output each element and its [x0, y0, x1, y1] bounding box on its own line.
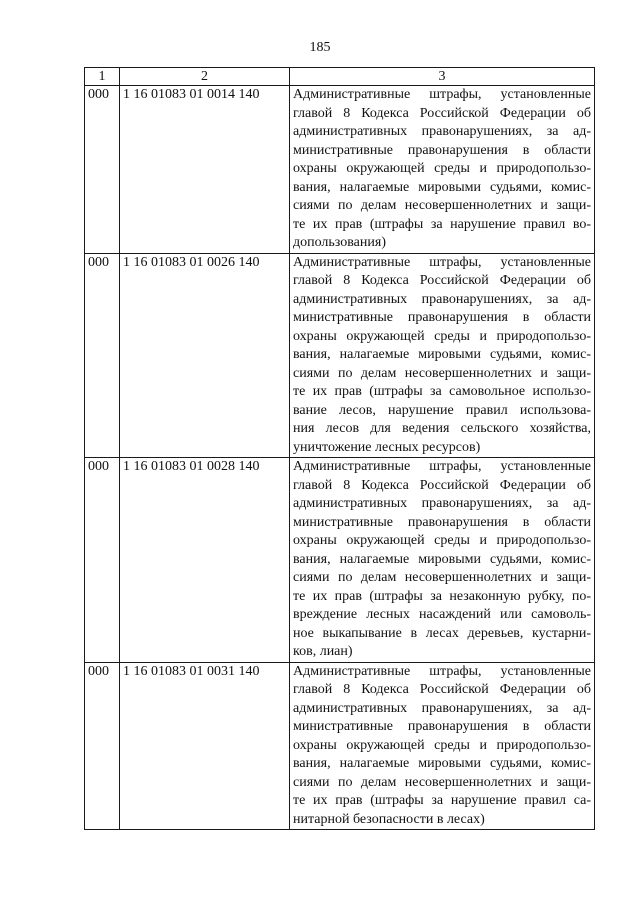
column-header-3: 3: [290, 68, 595, 86]
description-cell: [290, 253, 595, 458]
description-line: главой 8 Кодекса Российской Федерации об: [293, 273, 591, 288]
table-row: [85, 253, 595, 458]
description-line: охраны окружающей среды и природопользо-: [293, 533, 591, 548]
description-line: вание лесов, нарушение правил использова-: [293, 402, 591, 418]
column-header-2: 2: [120, 68, 290, 86]
table-row: [85, 86, 595, 254]
admin-code-cell: 000: [85, 253, 120, 458]
description-line: министративные правонарушения в области: [293, 310, 591, 325]
admin-code-cell: 000: [85, 86, 120, 254]
description-line: Административные штрафы, установленные: [293, 663, 591, 679]
description-line: ния лесов для ведения сельского хозяйства,: [293, 421, 591, 436]
description-line: охраны окружающей среды и природопользо-: [293, 328, 591, 344]
description-line: сиями по делам несовершеннолетних и защи-: [293, 198, 591, 213]
description-line: Административные штрафы, установленные: [293, 254, 591, 270]
description-line: те их прав (штрафы за незаконную рубку, по-: [293, 588, 591, 604]
description-line: вания, налагаемые мировыми судьями, комис-: [293, 347, 591, 362]
description-line: нитарной безопасности в лесах): [293, 811, 485, 827]
description-line: главой 8 Кодекса Российской Федерации об: [293, 682, 591, 697]
description-line: те их прав (штрафы за самовольное использо-: [293, 384, 591, 399]
column-header-1: 1: [85, 68, 120, 86]
admin-code-cell: 000: [85, 458, 120, 663]
description-line: Административные штрафы, установленные: [293, 87, 591, 102]
budget-code-table: [84, 67, 595, 830]
admin-code-cell: 000: [85, 662, 120, 830]
description-line: вания, налагаемые мировыми судьями, комис-: [293, 756, 591, 771]
description-line: Административные штрафы, установленные: [293, 459, 591, 474]
description-cell: [290, 458, 595, 663]
table-header-row: [85, 68, 595, 86]
table-body: [85, 86, 595, 830]
description-line: административных правонарушениях, за ад-: [293, 700, 591, 716]
description-line: допользования): [293, 235, 386, 250]
description-line: вания, налагаемые мировыми судьями, комис-: [293, 179, 591, 195]
description-line: охраны окружающей среды и природопользо-: [293, 737, 591, 753]
description-line: сиями по делам несовершеннолетних и защи-: [293, 774, 591, 790]
description-line: вания, налагаемые мировыми судьями, комис-: [293, 551, 591, 567]
description-line: те их прав (штрафы за нарушение правил са-: [293, 793, 591, 808]
description-cell: [290, 662, 595, 830]
description-line: министративные правонарушения в области: [293, 142, 591, 158]
description-line: главой 8 Кодекса Российской Федерации об: [293, 477, 591, 493]
description-line: административных правонарушениях, за ад-: [293, 496, 591, 511]
description-cell: [290, 86, 595, 254]
description-line: ное выкапывание в лесах деревьев, кустарни-: [293, 625, 591, 641]
description-line: административных правонарушениях, за ад-: [293, 291, 591, 307]
description-line: те их прав (штрафы за нарушение правил во-: [293, 216, 591, 232]
description-line: сиями по делам несовершеннолетних и защи-: [293, 570, 591, 585]
description-line: вреждение лесных насаждений или самоволь-: [293, 607, 591, 622]
description-line: министративные правонарушения в области: [293, 719, 591, 734]
page-number: 185: [309, 40, 331, 55]
description-line: министративные правонарушения в области: [293, 514, 591, 530]
budget-code-cell: 1 16 01083 01 0026 140: [120, 253, 290, 458]
description-line: административных правонарушениях, за ад-: [293, 124, 591, 139]
table-row: [85, 458, 595, 663]
table-row: [85, 662, 595, 830]
description-line: ков, лиан): [293, 644, 353, 659]
budget-code-cell: 1 16 01083 01 0028 140: [120, 458, 290, 663]
description-line: уничтожение лесных ресурсов): [293, 439, 481, 455]
budget-code-cell: 1 16 01083 01 0014 140: [120, 86, 290, 254]
budget-code-cell: 1 16 01083 01 0031 140: [120, 662, 290, 830]
description-line: охраны окружающей среды и природопользо-: [293, 161, 591, 176]
description-line: главой 8 Кодекса Российской Федерации об: [293, 105, 591, 121]
description-line: сиями по делам несовершеннолетних и защи-: [293, 365, 591, 381]
